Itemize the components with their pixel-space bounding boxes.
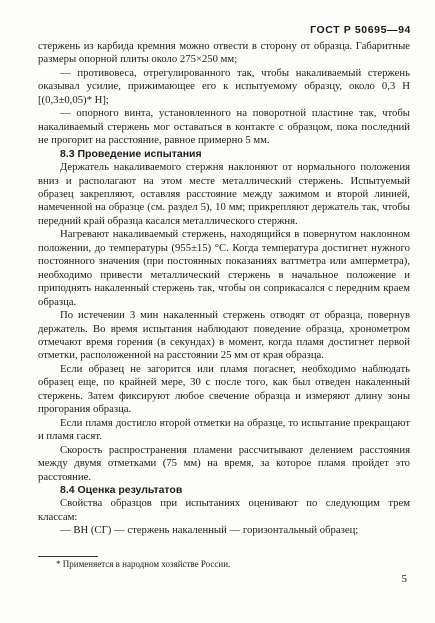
page-body	[38, 40, 410, 538]
paragraph: Скорость распространения пламени рассчитывают делением расстояния между двумя отметками (75 мм) на время, за которое пламя пройдет это расстояние.	[38, 443, 410, 483]
paragraph: — противовеса, отрегулированного так, чтобы накаливаемый стержень оказывал усилие, прижимающее его к испытуемому образцу, около 0,3 Н [(0,3±0,05)* Н];	[38, 66, 410, 106]
paragraph: По истечении 3 мин накаленный стержень отводят от образца, повернув держатель. Во время испытания наблюдают поведение образца, хронометром отмечают время горения (в секундах) в момент, когда пламя достигнет первой отметки, расположенной на расстоянии 25 мм от края образца.	[38, 309, 410, 362]
paragraph: Нагревают накаливаемый стержень, находящийся в повернутом наклонном положении, до температуры (955±15) °С. Когда температура достигнет нужного постоянного значения (при постоянных показаниях ваттметра или амперметра), необходимо привести металлический стержень в начальное положение и приподнять накаленный стержень так, чтобы он соприкасался с передним краем образца.	[38, 228, 410, 308]
page-number: 5	[401, 573, 407, 585]
section-heading: 8.4 Оценка результатов	[60, 483, 183, 496]
paragraph: Если пламя достигло второй отметки на образце, то испытание прекращают и пламя гасят.	[38, 416, 410, 443]
paragraph: — опорного винта, установленного на поворотной пластине так, чтобы накаливаемый стержень мог оставаться в контакте с образцом, пока последний не прогорит на расстояние, равное примерно 5 мм.	[38, 107, 410, 147]
footnote: * Применяется в народном хозяйстве России.	[56, 559, 231, 569]
standard-header: ГОСТ Р 50695—94	[310, 24, 411, 36]
footnote-divider	[38, 556, 98, 557]
paragraph: Держатель накаливаемого стержня наклоняют от нормального положения вниз и располагают на этом месте металлический стержень. Испытуемый образец закрепляют, оставляя расстояние между зажимом и второй линией, намеченной на образце (см. раздел 5), 10 мм; прикрепляют держатель так, чтобы передний край образца касался металлического стержня.	[38, 161, 410, 227]
paragraph: — ВН (СГ) — стержень накаленный — горизонтальный образец;	[60, 524, 359, 537]
paragraph: Свойства образцов при испытаниях оценивают по следующим трем классам:	[38, 497, 410, 523]
section-heading: 8.3 Проведение испытания	[60, 147, 202, 160]
paragraph: стержень из карбида кремния можно отвести в сторону от образца. Габаритные размеры опорной плиты около 275×250 мм;	[38, 40, 410, 66]
paragraph: Если образец не загорится или пламя погаснет, необходимо наблюдать образец еще, по крайней мере, 30 с после того, как был отведен накаленный стержень. Затем фиксируют любое свечение образца и измеряют длину зоны прогорания образца.	[38, 362, 410, 416]
